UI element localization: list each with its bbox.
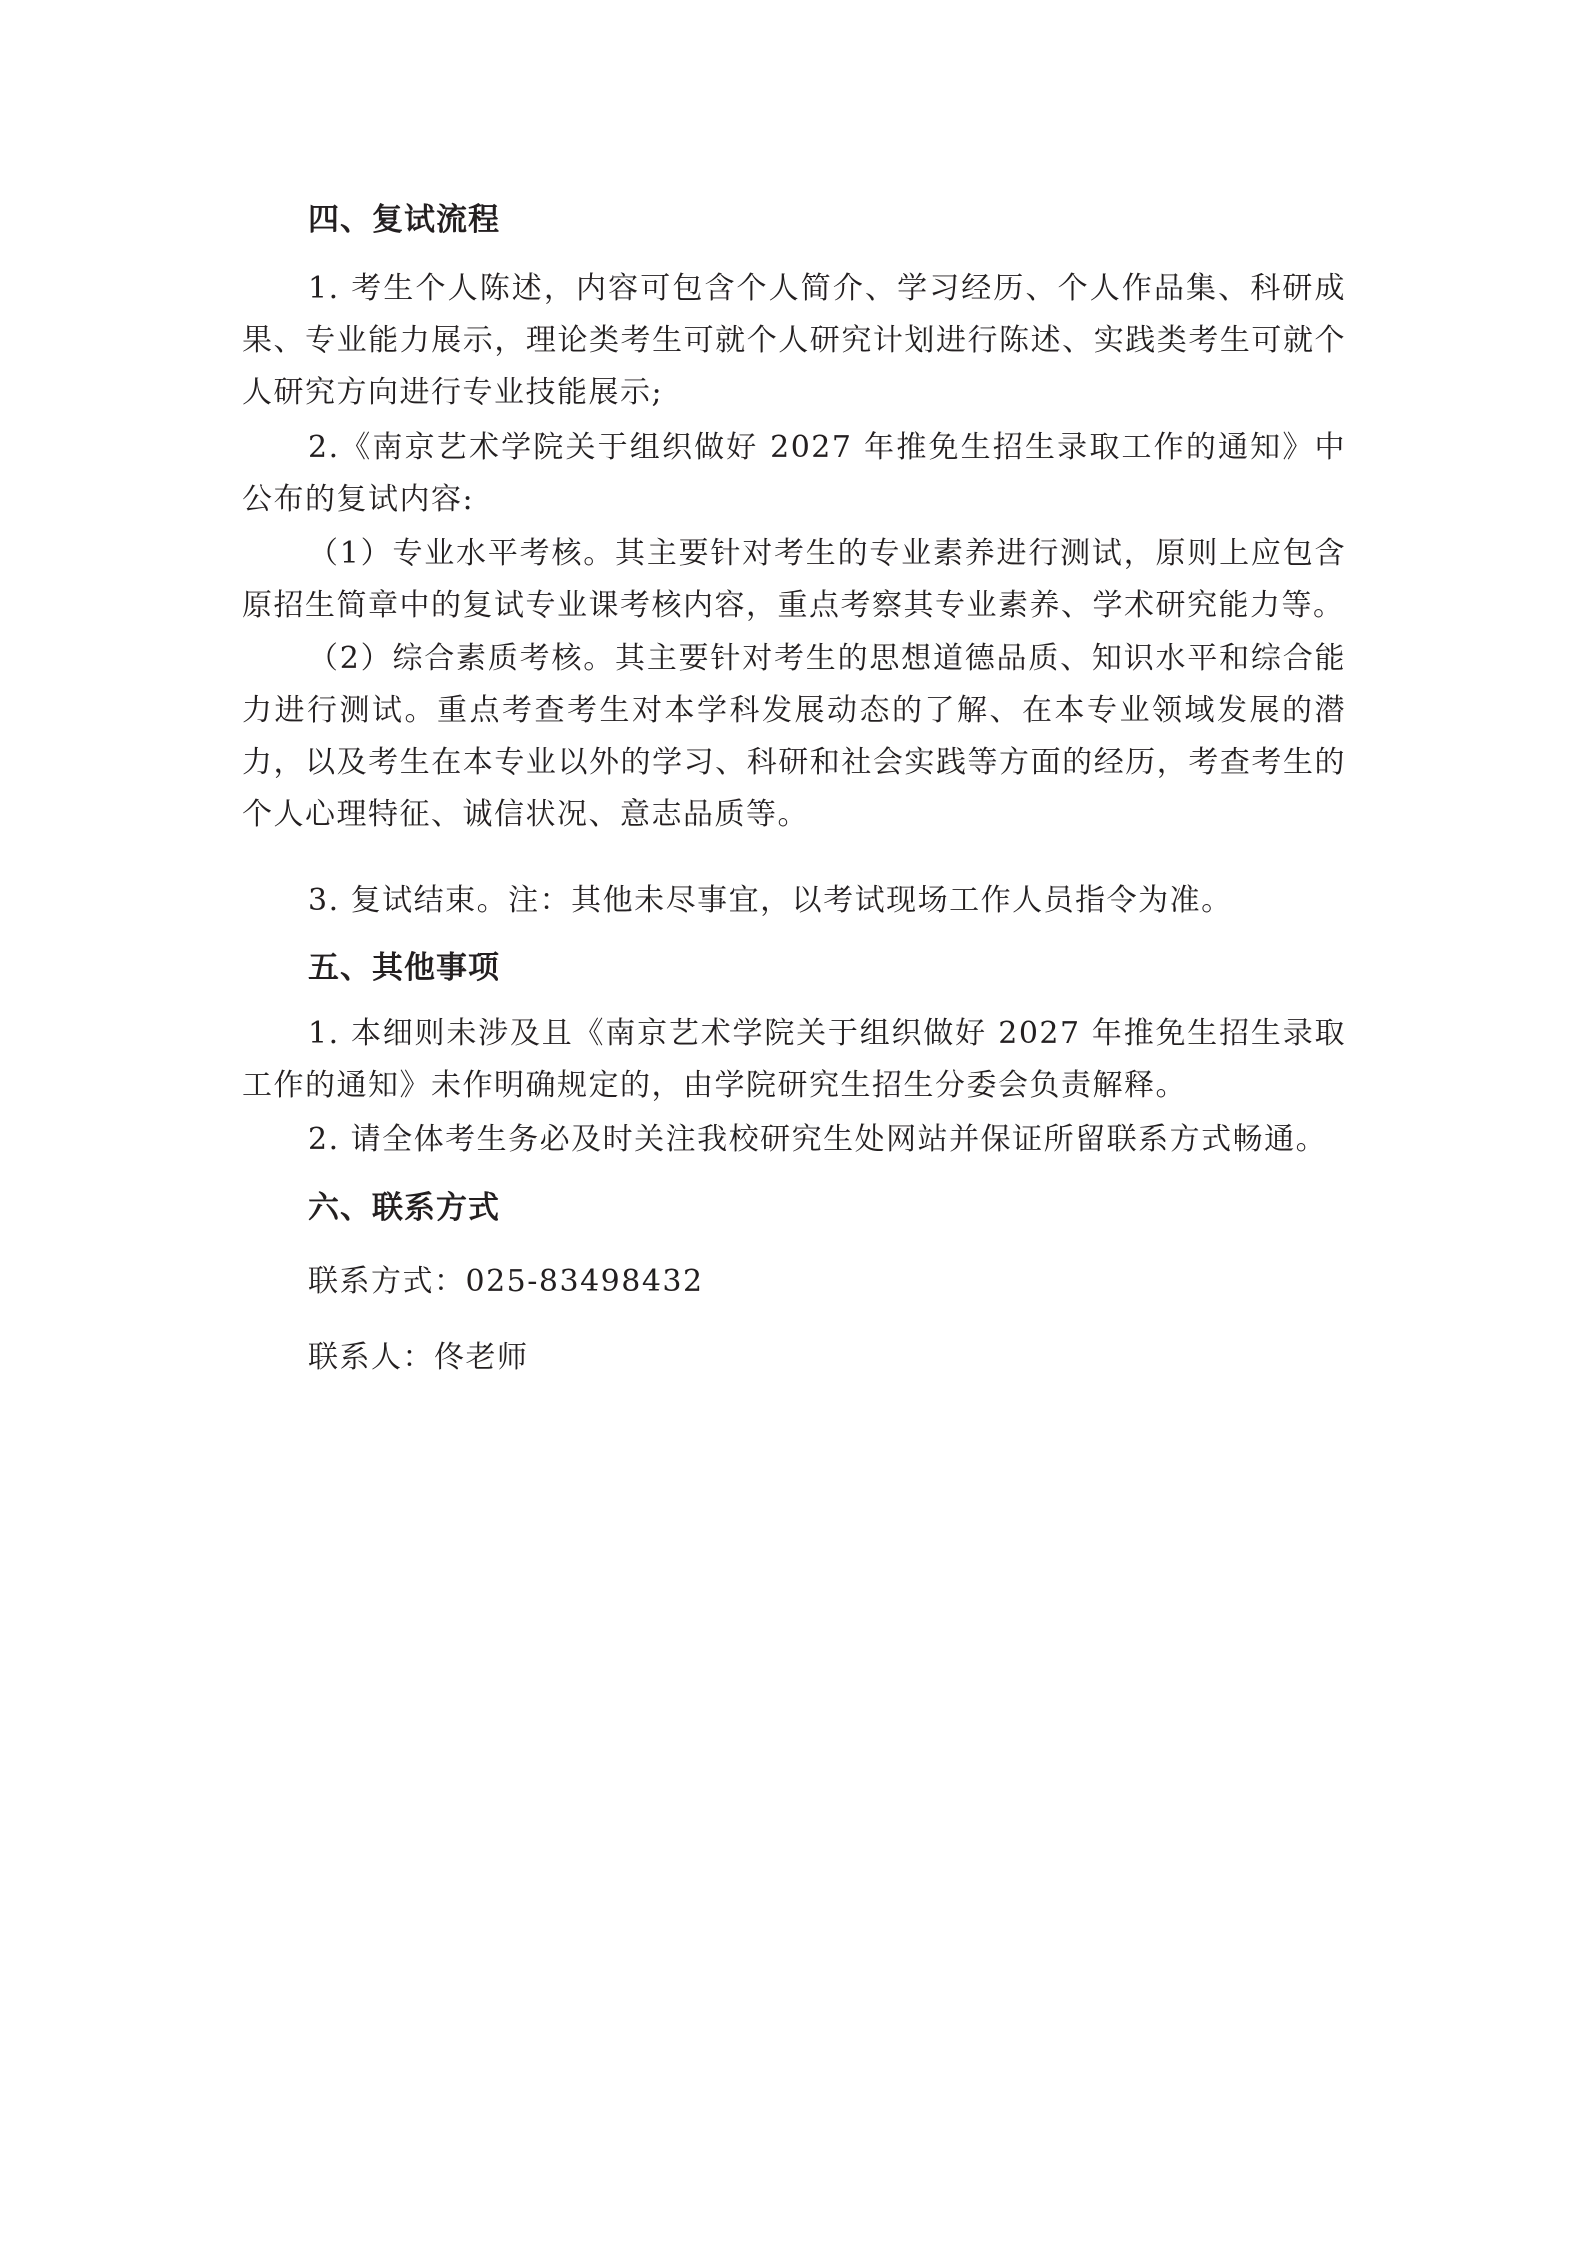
- section-4-item-2: 2.《南京艺术学院关于组织做好 2027 年推免生招生录取工作的通知》中公布的复试内容:: [242, 430, 1346, 517]
- section-4-heading: 四、复试流程: [308, 202, 500, 238]
- section-5-item-1: 1. 本细则未涉及且《南京艺术学院关于组织做好 2027 年推免生招生录取工作的通知》未作明确规定的，由学院研究生招生分委会负责解释。: [242, 1016, 1346, 1103]
- section-4-item-3: 3. 复试结束。注：其他未尽事宜，以考试现场工作人员指令为准。: [308, 883, 1233, 918]
- section-6-heading: 六、联系方式: [308, 1190, 500, 1226]
- section-5-item-2: 2. 请全体考生务必及时关注我校研究生处网站并保证所留联系方式畅通。: [308, 1122, 1328, 1157]
- section-4-item-2-sub-1: （1）专业水平考核。其主要针对考生的专业素养进行测试，原则上应包含原招生简章中的复试专业课考核内容，重点考察其专业素养、学术研究能力等。: [242, 536, 1346, 623]
- contact-person: 联系人：佟老师: [308, 1340, 529, 1375]
- section-5-heading: 五、其他事项: [308, 950, 500, 986]
- section-4-item-1: 1. 考生个人陈述，内容可包含个人简介、学习经历、个人作品集、科研成果、专业能力展示，理论类考生可就个人研究计划进行陈述、实践类考生可就个人研究方向进行专业技能展示;: [242, 271, 1346, 410]
- section-4-item-2-sub-2: （2）综合素质考核。其主要针对考生的思想道德品质、知识水平和综合能力进行测试。重点考查考生对本学科发展动态的了解、在本专业领域发展的潜力，以及考生在本专业以外的学习、科研和社会实践等方面的经历，考查考生的个人心理特征、诚信状况、意志品质等。: [242, 641, 1346, 832]
- contact-phone: 联系方式：025-83498432: [308, 1264, 704, 1299]
